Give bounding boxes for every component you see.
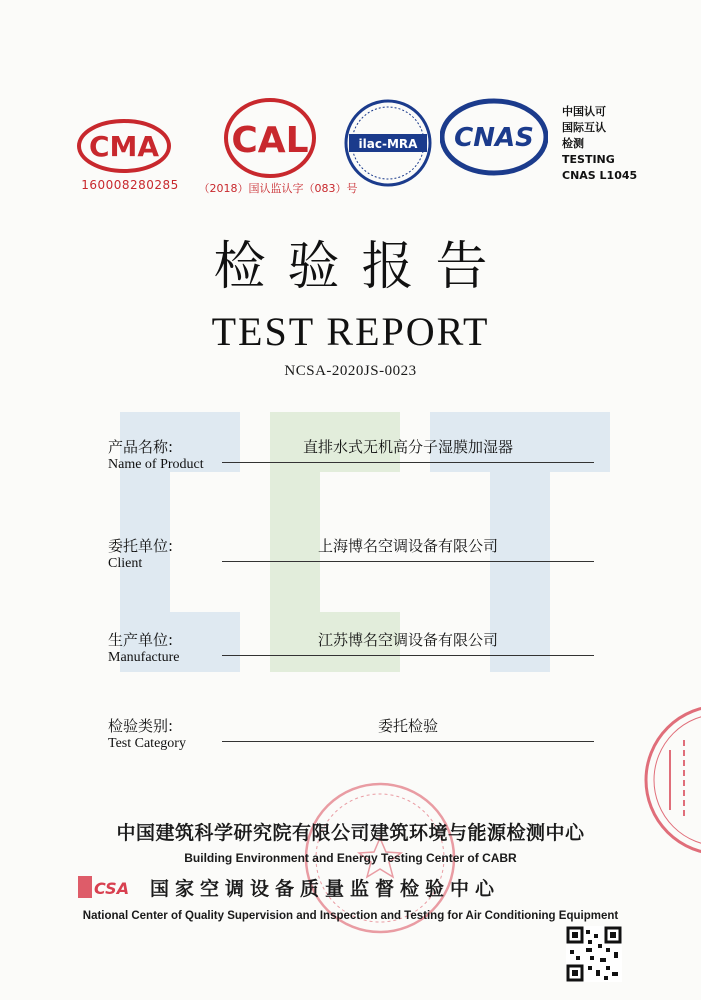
cnas-line: 检测 <box>562 137 584 150</box>
field-label-en: Manufacture <box>108 650 180 665</box>
field-label-cn: 产品名称: <box>108 438 174 456</box>
field-underline <box>222 462 594 463</box>
cnas-accreditation-text <box>562 104 672 184</box>
svg-text:CAL: CAL <box>231 120 309 161</box>
cal-number: （2018）国认监认字（083）号 <box>198 182 358 195</box>
cnas-line: 国际互认 <box>562 121 606 134</box>
field-label-en: Client <box>108 556 143 571</box>
field-underline <box>222 655 594 656</box>
organization-name-en: Building Environment and Energy Testing Center of CABR <box>184 851 517 865</box>
field-value-manufacture: 江苏博名空调设备有限公司 <box>317 631 498 649</box>
ilac-mra-logo <box>341 96 435 190</box>
field-label-cn: 检验类别: <box>108 717 174 735</box>
center-name-cn: 国家空调设备质量监督检验中心 <box>150 878 501 900</box>
cnas-line: TESTING <box>562 153 615 166</box>
field-value-product: 直排水式无机高分子湿膜加湿器 <box>302 438 513 456</box>
svg-text:CSA: CSA <box>94 879 130 898</box>
svg-text:ilac-MRA: ilac-MRA <box>358 137 418 151</box>
report-title-cn: 检验报告 <box>213 237 510 297</box>
cal-logo <box>222 96 318 180</box>
center-name-en: National Center of Quality Supervision and Inspection and Testing for Air Conditioning Equipment <box>82 910 619 922</box>
cnas-logo <box>440 98 548 176</box>
organization-name-cn: 中国建筑科学研究院有限公司建筑环境与能源检测中心 <box>116 822 585 844</box>
field-label-en: Name of Product <box>108 457 204 472</box>
field-value-client: 上海博名空调设备有限公司 <box>317 537 498 555</box>
qr-code[interactable] <box>566 926 622 982</box>
field-value-test-category: 委托检验 <box>377 717 438 735</box>
cnas-line: CNAS L1045 <box>562 169 638 182</box>
field-label-en: Test Category <box>108 736 186 751</box>
cma-number: 160008280285 <box>81 178 179 192</box>
report-number: NCSA-2020JS-0023 <box>284 363 417 379</box>
svg-text:CMA: CMA <box>88 130 160 163</box>
cma-logo <box>76 118 172 174</box>
ncsa-logo <box>78 874 148 900</box>
field-label-cn: 生产单位: <box>108 631 174 649</box>
field-underline <box>222 741 594 742</box>
field-label-cn: 委托单位: <box>108 537 174 555</box>
report-title-en: TEST REPORT <box>211 309 490 354</box>
cnas-line: 中国认可 <box>562 105 606 118</box>
svg-text:CNAS: CNAS <box>454 123 534 153</box>
field-underline <box>222 561 594 562</box>
